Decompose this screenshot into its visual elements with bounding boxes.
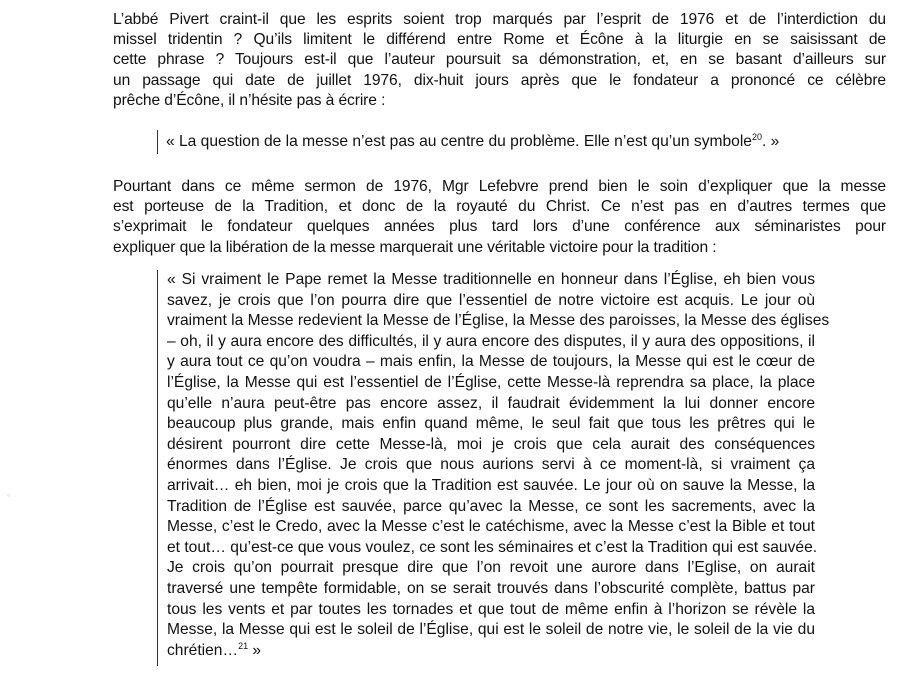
paragraph-1	[113, 10, 886, 111]
paragraph-1-line: un passage qui date de juillet 1976, dix-huit jours après que le fondateur a prononcé ce célèbre	[113, 71, 886, 89]
paragraph-2-line: s’exprimait le fondateur quelques années plus tard lors d’une conférence aux séminaristes pour	[113, 218, 886, 236]
blockquote-1-text: « La question de la messe n’est pas au centre du problème. Elle n’est qu’un symbole	[166, 133, 752, 150]
blockquote-2-line: « Si vraiment le Pape remet la Messe traditionnelle en honneur dans l’Église, eh bien vous	[167, 271, 815, 288]
paragraph-1-line: missel tridentin ? Qu’ils limitent le différend entre Rome et Écône à la liturgie en se saisissant de	[113, 31, 886, 49]
blockquote-2-line: arrivait… eh bien, moi je crois que la Tradition est sauvée. Le jour où on sauve la Messe, la	[167, 476, 815, 494]
blockquote-1-closing: . »	[762, 133, 780, 150]
blockquote-2-line: Messe, c’est le Credo, avec la Messe c’est le catéchisme, avec la Messe c’est la Bible et tout	[167, 518, 815, 536]
blockquote-2-line: traversé une tempête formidable, on se serait trouvés dans l’obscurité complète, battus par	[167, 579, 815, 597]
blockquote-2-line: – oh, il y aura encore des difficultés, il y aura encore des disputes, il y aura des oppositions, il	[167, 332, 815, 350]
blockquote-1	[157, 130, 779, 154]
scan-margin-mark: ◦	[7, 490, 11, 500]
footnote-ref-21[interactable]: 21	[238, 640, 249, 651]
blockquote-2-last-line	[167, 641, 815, 662]
paragraph-2	[113, 177, 886, 258]
blockquote-2-line: Je crois qu’on pourrait presque dire que l’on revoit une aurore dans l’Eglise, on aurait	[167, 559, 815, 577]
blockquote-2-line: désirent pourront dire cette Messe-là, moi je crois que cela aurait des conséquences	[167, 435, 815, 453]
blockquote-2-line: y aura tout ce qu’on voudra – mais enfin, la Messe de toujours, la Messe qui est le cœur de	[167, 353, 815, 371]
blockquote-2-line: Messe, la Messe qui est le soleil de l’Église, qui est le soleil de notre vie, le soleil de la vie du	[167, 621, 815, 639]
blockquote-2-line: savez, je crois que l’on pourra dire que l’essentiel de notre victoire est acquis. Le jour où	[167, 291, 815, 309]
paragraph-2-line: expliquer que la libération de la messe marquerait une véritable victoire pour la tradition :	[113, 238, 717, 256]
paragraph-2-line: Pourtant dans ce même sermon de 1976, Mgr Lefebvre prend bien le soin d’expliquer que la messe	[113, 178, 886, 195]
footnote-ref-20[interactable]: 20	[751, 131, 762, 142]
blockquote-2-line: tous les vents et par toutes les tornades et que tout de même enfin à l’horizon se révèle la	[167, 600, 815, 618]
blockquote-2-last-text: chrétien…	[167, 641, 239, 659]
blockquote-2-line: Tradition de l’Église est sauvée, parce qu’avec la Messe, ce sont les sacrements, avec la	[167, 497, 815, 515]
blockquote-2-line: et tout… qu’est-ce que vous voulez, ce sont les séminaires et c’est la Tradition qui est sauvée.	[167, 538, 818, 556]
blockquote-2-line: beaucoup plus grande, mais enfin quand même, le seul fait que tous les prêtres qui le	[167, 415, 815, 433]
blockquote-2-line: qu’elle n’aura peut-être pas encore assez, il faudrait évidemment la lui donner encore	[167, 394, 815, 412]
paragraph-1-line: L’abbé Pivert craint-il que les esprits soient trop marqués par l’esprit de 1976 et de l’interdiction du	[113, 11, 886, 28]
paragraph-1-line: cette phrase ? Toujours est-il que l’auteur poursuit sa démonstration, et, en se basant d’ailleurs sur	[113, 51, 886, 69]
blockquote-2	[157, 270, 830, 666]
paragraph-2-line: est porteuse de la Tradition, et donc de la royauté du Christ. Ce n’est pas en d’autres termes que	[113, 198, 886, 216]
blockquote-2-line: vraiment la Messe redevient la Messe de l’Église, la Messe des paroisses, la Messe des églises	[167, 312, 830, 330]
paragraph-1-line: prêche d’Écône, il n’hésite pas à écrire :	[113, 91, 386, 109]
blockquote-2-line: énormes dans l’Église. Je crois que nous aurions servi à ce moment-là, si vraiment ça	[167, 456, 815, 474]
blockquote-2-closing: »	[248, 641, 262, 659]
blockquote-2-line: l’Église, la Messe qui est l’essentiel de l’Église, cette Messe-là reprendra sa place, la place	[167, 373, 815, 391]
